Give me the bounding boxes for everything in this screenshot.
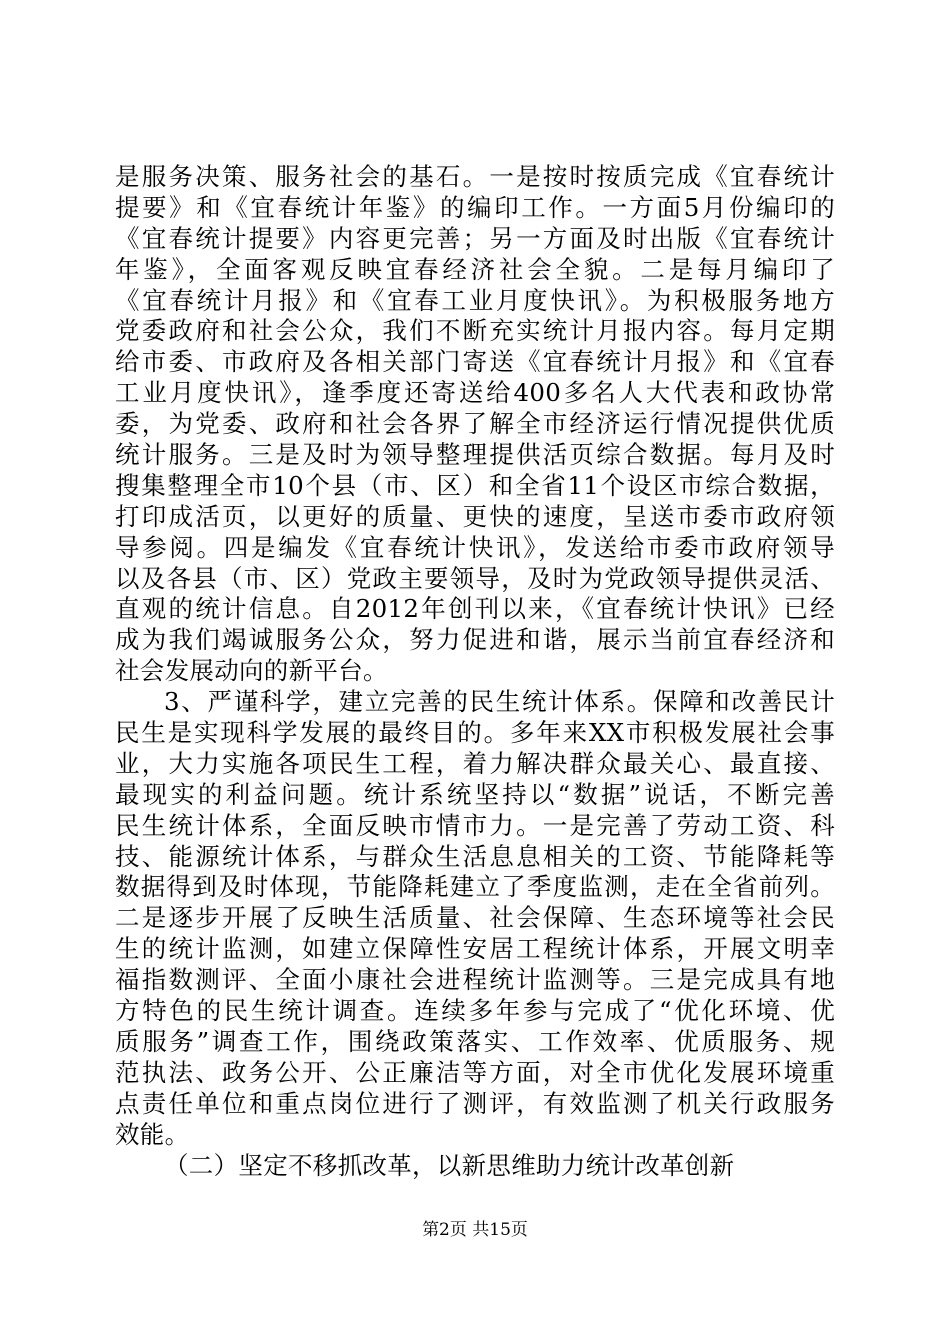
text-line: 技、能源统计体系，与群众生活息息相关的工资、节能降耗等 <box>115 841 835 871</box>
text-line: 业，大力实施各项民生工程，着力解决群众最关心、最直接、 <box>115 748 835 778</box>
text-line: 效能。 <box>115 1119 190 1149</box>
text-line: 统计服务。三是及时为领导整理提供活页综合数据。每月及时 <box>115 440 835 470</box>
text-line: 以及各县（市、区）党政主要领导，及时为党政领导提供灵活、 <box>115 563 835 593</box>
page-number-footer: 第2页 共15页 <box>422 1220 528 1240</box>
text-line: 数据得到及时体现，节能降耗建立了季度监测，走在全省前列。 <box>115 872 835 902</box>
text-line: 最现实的利益问题。统计系统坚持以“数据”说话，不断完善 <box>115 779 835 809</box>
text-line: 年鉴》，全面客观反映宜春经济社会全貌。二是每月编印了 <box>115 254 835 284</box>
text-line: 委，为党委、政府和社会各界了解全市经济运行情况提供优质 <box>115 409 835 439</box>
document-body <box>115 162 835 1181</box>
text-line: 生的统计监测，如建立保障性安居工程统计体系，开展文明幸 <box>115 934 835 964</box>
text-line: 工业月度快讯》，逢季度还寄送给400多名人大代表和政协常 <box>115 378 835 408</box>
text-line: 给市委、市政府及各相关部门寄送《宜春统计月报》和《宜春 <box>115 347 835 377</box>
text-line: 社会发展动向的新平台。 <box>115 656 388 686</box>
text-line: 二是逐步开展了反映生活质量、社会保障、生态环境等社会民 <box>115 903 835 933</box>
text-line: 民生是实现科学发展的最终目的。多年来XX市积极发展社会事 <box>115 718 835 748</box>
text-line: 质服务”调查工作，围绕政策落实、工作效率、优质服务、规 <box>115 1026 835 1056</box>
text-line: 点责任单位和重点岗位进行了测评，有效监测了机关行政服务 <box>115 1088 835 1118</box>
text-line: 直观的统计信息。自2012年创刊以来，《宜春统计快讯》已经 <box>115 594 835 624</box>
text-line: 范执法、政务公开、公正廉洁等方面，对全市优化发展环境重 <box>115 1057 835 1087</box>
text-line: 民生统计体系，全面反映市情市力。一是完善了劳动工资、科 <box>115 810 835 840</box>
section-heading-reform <box>115 1151 835 1182</box>
text-line: 方特色的民生统计调查。连续多年参与完成了“优化环境、优 <box>115 996 835 1026</box>
text-line: 成为我们竭诚服务公众，努力促进和谐，展示当前宜春经济和 <box>115 625 835 655</box>
text-line: 是服务决策、服务社会的基石。一是按时按质完成《宜春统计 <box>115 162 835 191</box>
text-line: 搜集整理全市10个县（市、区）和全省11个设区市综合数据， <box>115 470 835 500</box>
text-line: 3、严谨科学，建立完善的民生统计体系。保障和改善民计 <box>164 687 835 717</box>
text-line: 福指数测评、全面小康社会进程统计监测等。三是完成具有地 <box>115 965 835 995</box>
text-line: 导参阅。四是编发《宜春统计快讯》，发送给市委市政府领导 <box>115 532 835 562</box>
text-line: 提要》和《宜春统计年鉴》的编印工作。一方面5月份编印的 <box>115 192 835 222</box>
paragraph-livelihood-statistics <box>115 687 835 1150</box>
text-line: 党委政府和社会公众，我们不断充实统计月报内容。每月定期 <box>115 316 835 346</box>
text-line: （二）坚定不移抓改革，以新思维助力统计改革创新 <box>164 1150 735 1180</box>
text-line: 《宜春统计月报》和《宜春工业月度快讯》。为积极服务地方 <box>115 285 835 315</box>
text-line: 打印成活页，以更好的质量、更快的速度，呈送市委市政府领 <box>115 501 835 531</box>
text-line: 《宜春统计提要》内容更完善；另一方面及时出版《宜春统计 <box>115 223 835 253</box>
paragraph-service-decision <box>115 162 835 687</box>
